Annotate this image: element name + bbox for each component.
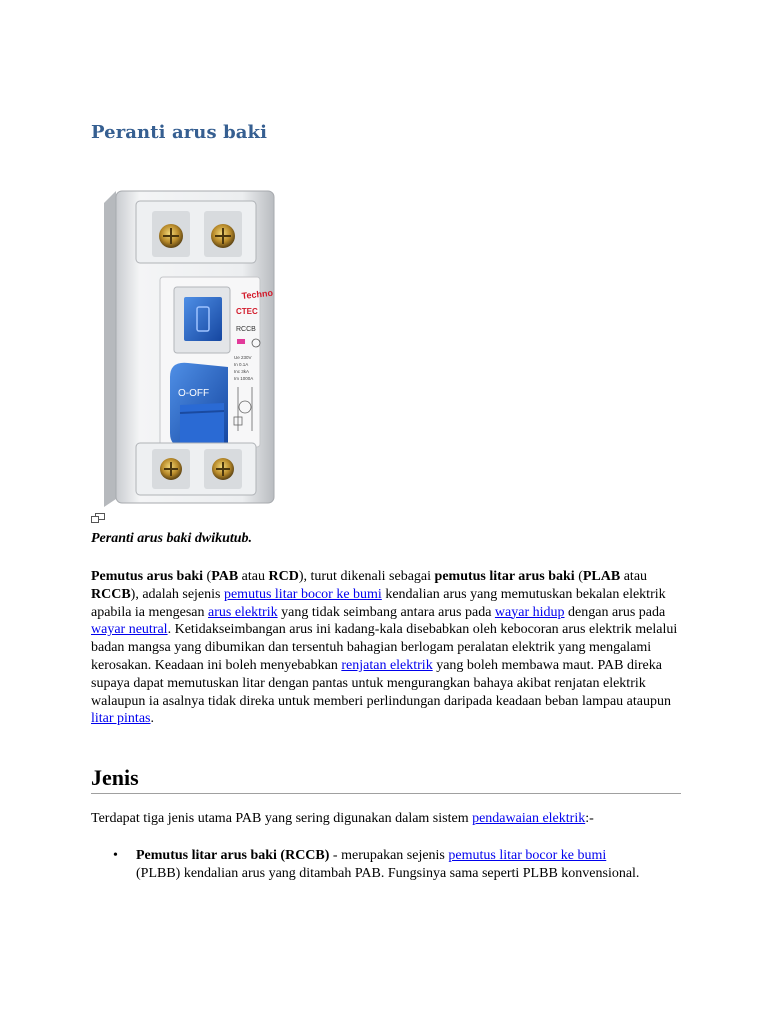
svg-text:O-OFF: O-OFF: [178, 388, 210, 399]
svg-text:Techno: Techno: [241, 287, 274, 301]
text-run: (: [203, 569, 212, 584]
text-run: (: [574, 569, 583, 584]
text-run: yang boleh membawa maut. PAB direka supaya dapat memutuskan litar dengan pantas untuk mengurangkan bahaya akibat renjatan elektrik walaupun ia asalnya tidak direka untuk memberi perlindungan daripada keadaan beban lampau ataupun: [91, 657, 672, 709]
text-run: atau: [620, 569, 648, 584]
link-electrical-wiring[interactable]: pendawaian elektrik: [472, 811, 586, 826]
enlarge-icon[interactable]: [91, 513, 105, 523]
text-run: yang tidak seimbang antara arus pada: [277, 604, 495, 620]
image-caption: Peranti arus baki dwikutub.: [91, 531, 253, 546]
section-heading-jenis: Jenis: [91, 765, 681, 794]
link-live-wire[interactable]: wayar hidup: [494, 604, 565, 620]
text-run: Terdapat tiga jenis utama PAB yang sering digunakan dalam sistem: [91, 811, 473, 826]
types-list: [91, 847, 651, 882]
term-bold: pemutus litar arus baki: [434, 569, 575, 584]
text-run: ), turut dikenali sebagai: [298, 569, 435, 584]
svg-text:Ue 230V: Ue 230V: [234, 355, 252, 360]
link-earth-leakage-breaker[interactable]: pemutus litar bocor ke bumi: [223, 586, 382, 602]
intro-paragraph: [91, 568, 679, 728]
link-short-circuit[interactable]: litar pintas: [91, 711, 151, 727]
link-electric-shock[interactable]: renjatan elektrik: [341, 657, 433, 673]
svg-text:CTEC: CTEC: [236, 307, 258, 316]
page-title: Peranti arus baki: [91, 122, 268, 143]
text-run: - merupakan sejenis: [329, 848, 449, 863]
term-bold: Pemutus litar arus baki (RCCB): [136, 848, 330, 863]
text-run: (PLBB) kendalian arus yang ditambah PAB. Fungsinya sama seperti PLBB konvensional.: [136, 865, 640, 881]
bullet-icon: •: [113, 848, 118, 863]
term-bold: PLAB: [582, 569, 621, 584]
list-item: [91, 847, 651, 882]
term-bold: RCD: [268, 569, 299, 584]
term-bold: Pemutus arus baki: [91, 569, 204, 584]
link-neutral-wire[interactable]: wayar neutral: [91, 622, 168, 638]
text-run: atau: [238, 569, 269, 584]
rccb-device-image: [96, 181, 288, 509]
text-run: . Ketidakseimbangan arus ini kadang-kala disebabkan oleh kebocoran arus elektrik melalui badan mangsa yang dibumikan dan tersentuh bahagian berlogam peralatan elektrik yang mengalami kerosakan. Keadaan ini boleh menyebabkan: [91, 622, 678, 673]
link-earth-leakage-breaker[interactable]: pemutus litar bocor ke bumi: [448, 848, 607, 863]
svg-text:In 0.1A: In 0.1A: [234, 362, 249, 367]
text-run: :-: [585, 811, 594, 826]
text-run: ), adalah sejenis: [130, 586, 224, 602]
term-bold: RCCB: [91, 586, 131, 602]
text-run: kendalian arus yang memutuskan bekalan elektrik apabila ia mengesan: [91, 586, 666, 620]
svg-text:Inc 3kA: Inc 3kA: [234, 369, 250, 374]
term-bold: PAB: [211, 569, 239, 584]
link-electric-current[interactable]: arus elektrik: [208, 604, 278, 620]
svg-text:Im 1000A: Im 1000A: [234, 376, 254, 381]
section-intro: [91, 810, 594, 828]
text-run: dengan arus pada: [564, 604, 666, 620]
text-run: .: [150, 711, 154, 727]
svg-text:RCCB: RCCB: [236, 326, 256, 333]
